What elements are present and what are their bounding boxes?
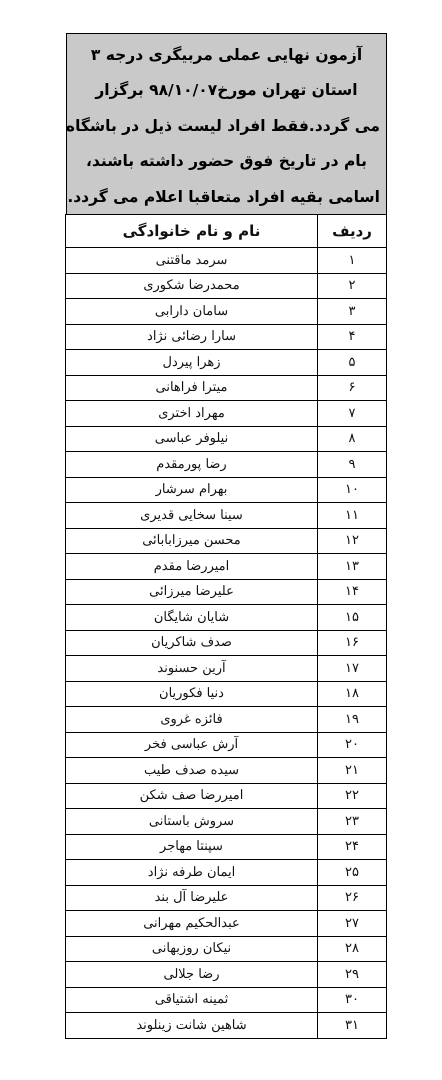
full-name-cell: صدف شاکریان [66, 630, 318, 656]
full-name-cell: سپنتا مهاجر [66, 834, 318, 860]
full-name-cell: رضا جلالی [66, 962, 318, 988]
row-number-cell: ۱ [318, 248, 387, 274]
full-name-cell: بهرام سرشار [66, 477, 318, 503]
row-number-cell: ۲۶ [318, 885, 387, 911]
table-row [66, 605, 387, 631]
table-row [66, 656, 387, 682]
row-number-cell: ۲۱ [318, 758, 387, 784]
column-header-row-number: ردیف [318, 215, 387, 248]
table-row [66, 375, 387, 401]
full-name-cell: محمدرضا شکوری [66, 273, 318, 299]
table-row [66, 732, 387, 758]
full-name-cell: سامان دارابی [66, 299, 318, 325]
table-row [66, 834, 387, 860]
full-name-cell: آرش عباسی فخر [66, 732, 318, 758]
full-name-cell: سیده صدف طیب [66, 758, 318, 784]
table-row [66, 350, 387, 376]
table-row [66, 248, 387, 274]
full-name-cell: عبدالحکیم مهرانی [66, 911, 318, 937]
table-row [66, 936, 387, 962]
table-row [66, 962, 387, 988]
row-number-cell: ۳ [318, 299, 387, 325]
table-row [66, 987, 387, 1013]
table-row [66, 477, 387, 503]
table-row [66, 579, 387, 605]
row-number-cell: ۱۰ [318, 477, 387, 503]
full-name-cell: فائزه غروی [66, 707, 318, 733]
header-line: آزمون نهایی عملی مربیگری درجه ۳ [90, 46, 363, 64]
table-row [66, 273, 387, 299]
table-row [66, 554, 387, 580]
header-line: استان تهران مورخ۹۸/۱۰/۰۷ برگزار [95, 81, 358, 100]
table-row [66, 681, 387, 707]
row-number-cell: ۳۰ [318, 987, 387, 1013]
full-name-cell: نیلوفر عباسی [66, 426, 318, 452]
full-name-cell: آرین حسنوند [66, 656, 318, 682]
row-number-cell: ۲۰ [318, 732, 387, 758]
row-number-cell: ۲۸ [318, 936, 387, 962]
row-number-cell: ۱۵ [318, 605, 387, 631]
announcement-sheet [66, 33, 387, 1039]
row-number-cell: ۱۳ [318, 554, 387, 580]
full-name-cell: ثمینه اشتیاقی [66, 987, 318, 1013]
row-number-cell: ۲۴ [318, 834, 387, 860]
full-name-cell: زهرا پیردل [66, 350, 318, 376]
full-name-cell: رضا پورمقدم [66, 452, 318, 478]
table-row [66, 783, 387, 809]
full-name-cell: علیرضا آل بند [66, 885, 318, 911]
full-name-cell: نیکان روزبهانی [66, 936, 318, 962]
row-number-cell: ۶ [318, 375, 387, 401]
table-row [66, 528, 387, 554]
row-number-cell: ۱۷ [318, 656, 387, 682]
column-header-full-name: نام و نام خانوادگی [66, 215, 318, 248]
row-number-cell: ۸ [318, 426, 387, 452]
row-number-cell: ۲۲ [318, 783, 387, 809]
row-number-cell: ۲ [318, 273, 387, 299]
table-row [66, 885, 387, 911]
row-number-cell: ۲۵ [318, 860, 387, 886]
table-row [66, 324, 387, 350]
full-name-cell: مهراد اختری [66, 401, 318, 427]
row-number-cell: ۱۴ [318, 579, 387, 605]
table-row [66, 503, 387, 529]
row-number-cell: ۲۳ [318, 809, 387, 835]
table-row [66, 1013, 387, 1039]
row-number-cell: ۴ [318, 324, 387, 350]
row-number-cell: ۱۹ [318, 707, 387, 733]
table-row [66, 860, 387, 886]
table-row [66, 452, 387, 478]
table-header-row [66, 215, 387, 248]
table-row [66, 809, 387, 835]
header-line: اسامی بقیه افراد متعاقبا اعلام می گردد. [67, 187, 380, 206]
full-name-cell: شایان شایگان [66, 605, 318, 631]
row-number-cell: ۲۷ [318, 911, 387, 937]
full-name-cell: میترا فراهانی [66, 375, 318, 401]
table-row [66, 630, 387, 656]
full-name-cell: سارا رضائی نژاد [66, 324, 318, 350]
full-name-cell: سرمد ماقتنی [66, 248, 318, 274]
full-name-cell: ایمان طرفه نژاد [66, 860, 318, 886]
full-name-cell: سروش باستانی [66, 809, 318, 835]
announcement-header [66, 33, 387, 214]
full-name-cell: امیررضا مقدم [66, 554, 318, 580]
row-number-cell: ۱۶ [318, 630, 387, 656]
full-name-cell: علیرضا میرزائی [66, 579, 318, 605]
participants-table [65, 214, 387, 1039]
row-number-cell: ۱۸ [318, 681, 387, 707]
full-name-cell: سینا سخایی قدیری [66, 503, 318, 529]
row-number-cell: ۵ [318, 350, 387, 376]
full-name-cell: امیررضا صف شکن [66, 783, 318, 809]
row-number-cell: ۱۱ [318, 503, 387, 529]
table-row [66, 299, 387, 325]
full-name-cell: محسن میرزابابائی [66, 528, 318, 554]
full-name-cell: دنیا فکوریان [66, 681, 318, 707]
table-row [66, 707, 387, 733]
row-number-cell: ۹ [318, 452, 387, 478]
table-body [66, 248, 387, 1039]
table-row [66, 426, 387, 452]
row-number-cell: ۱۲ [318, 528, 387, 554]
table-row [66, 758, 387, 784]
row-number-cell: ۳۱ [318, 1013, 387, 1039]
row-number-cell: ۲۹ [318, 962, 387, 988]
full-name-cell: شاهین شانت زینلوند [66, 1013, 318, 1039]
row-number-cell: ۷ [318, 401, 387, 427]
table-row [66, 401, 387, 427]
header-line: می گردد.فقط افراد لیست ذیل در باشگاه [65, 116, 380, 135]
table-row [66, 911, 387, 937]
header-line: بام در تاریخ فوق حضور داشته باشند، [86, 152, 367, 171]
